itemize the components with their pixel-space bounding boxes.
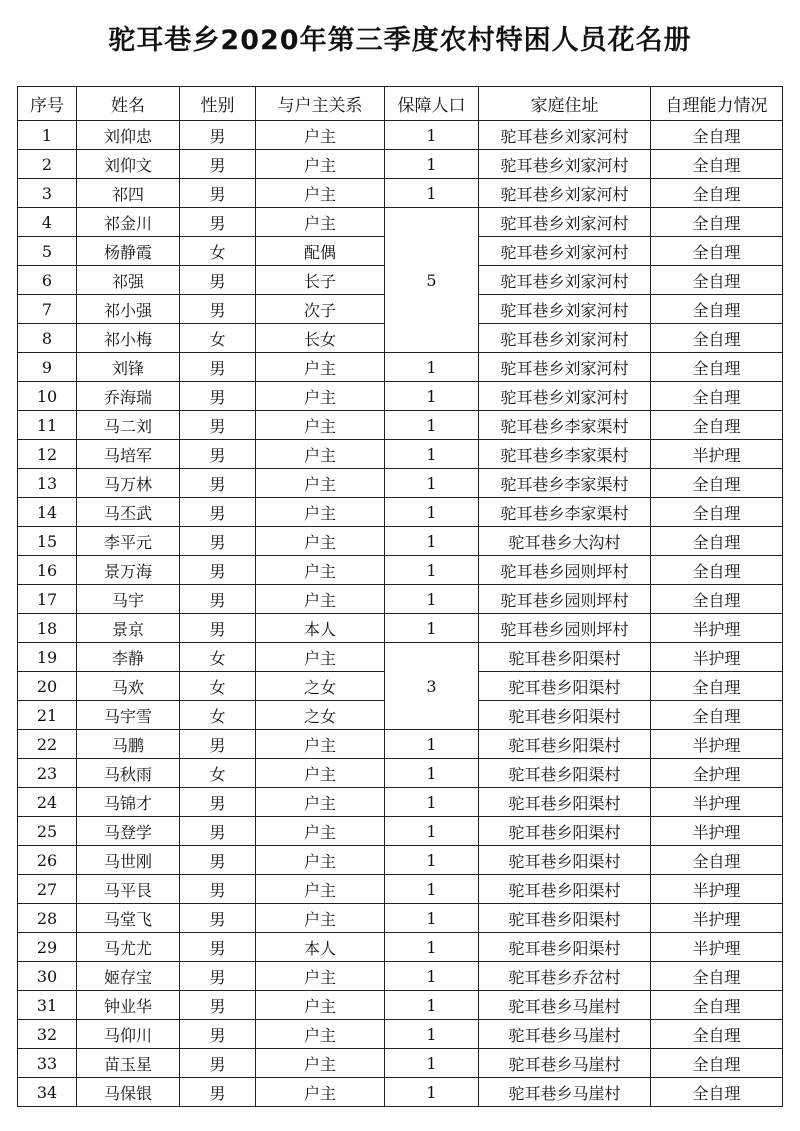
cell-address: 驼耳巷乡大沟村 bbox=[479, 527, 651, 556]
cell-number: 33 bbox=[18, 1049, 77, 1078]
cell-relation: 户主 bbox=[256, 1049, 385, 1078]
table-row bbox=[18, 904, 783, 933]
cell-number: 18 bbox=[18, 614, 77, 643]
cell-number: 32 bbox=[18, 1020, 77, 1049]
cell-address: 驼耳巷乡刘家河村 bbox=[479, 266, 651, 295]
table-row bbox=[18, 208, 783, 237]
cell-sex: 男 bbox=[180, 1020, 256, 1049]
cell-self-care: 全自理 bbox=[651, 469, 783, 498]
cell-number: 11 bbox=[18, 411, 77, 440]
cell-sex: 男 bbox=[180, 527, 256, 556]
cell-number: 13 bbox=[18, 469, 77, 498]
cell-relation: 户主 bbox=[256, 353, 385, 382]
cell-sex: 男 bbox=[180, 730, 256, 759]
table-row bbox=[18, 933, 783, 962]
table-header-row bbox=[18, 87, 783, 121]
cell-name: 马丕武 bbox=[77, 498, 180, 527]
cell-sex: 男 bbox=[180, 875, 256, 904]
cell-relation: 户主 bbox=[256, 817, 385, 846]
cell-address: 驼耳巷乡刘家河村 bbox=[479, 150, 651, 179]
cell-relation: 户主 bbox=[256, 382, 385, 411]
cell-relation: 户主 bbox=[256, 875, 385, 904]
cell-address: 驼耳巷乡阳渠村 bbox=[479, 817, 651, 846]
cell-name: 马世刚 bbox=[77, 846, 180, 875]
cell-sex: 男 bbox=[180, 295, 256, 324]
cell-self-care: 全自理 bbox=[651, 353, 783, 382]
cell-self-care: 半护理 bbox=[651, 875, 783, 904]
cell-name: 马平艮 bbox=[77, 875, 180, 904]
cell-name: 景万海 bbox=[77, 556, 180, 585]
cell-name: 苗玉星 bbox=[77, 1049, 180, 1078]
cell-relation: 长女 bbox=[256, 324, 385, 353]
cell-self-care: 全自理 bbox=[651, 1049, 783, 1078]
cell-sex: 男 bbox=[180, 382, 256, 411]
table-row bbox=[18, 1020, 783, 1049]
cell-relation: 户主 bbox=[256, 208, 385, 237]
cell-name: 马宇雪 bbox=[77, 701, 180, 730]
table-row bbox=[18, 411, 783, 440]
cell-name: 马宇 bbox=[77, 585, 180, 614]
cell-population: 1 bbox=[385, 469, 479, 498]
cell-self-care: 全自理 bbox=[651, 237, 783, 266]
cell-sex: 男 bbox=[180, 121, 256, 150]
cell-self-care: 全自理 bbox=[651, 1020, 783, 1049]
cell-sex: 男 bbox=[180, 585, 256, 614]
cell-relation: 户主 bbox=[256, 150, 385, 179]
cell-self-care: 全护理 bbox=[651, 759, 783, 788]
cell-number: 10 bbox=[18, 382, 77, 411]
cell-sex: 男 bbox=[180, 788, 256, 817]
cell-name: 祁金川 bbox=[77, 208, 180, 237]
cell-address: 驼耳巷乡马崖村 bbox=[479, 1049, 651, 1078]
cell-sex: 女 bbox=[180, 701, 256, 730]
cell-number: 8 bbox=[18, 324, 77, 353]
table-row bbox=[18, 469, 783, 498]
header-cell-address: 家庭住址 bbox=[479, 87, 651, 121]
cell-population: 3 bbox=[385, 643, 479, 730]
cell-relation: 户主 bbox=[256, 643, 385, 672]
cell-population: 1 bbox=[385, 730, 479, 759]
cell-address: 驼耳巷乡阳渠村 bbox=[479, 788, 651, 817]
cell-name: 刘仰文 bbox=[77, 150, 180, 179]
cell-address: 驼耳巷乡李家渠村 bbox=[479, 411, 651, 440]
cell-number: 26 bbox=[18, 846, 77, 875]
cell-relation: 户主 bbox=[256, 498, 385, 527]
cell-address: 驼耳巷乡阳渠村 bbox=[479, 875, 651, 904]
cell-address: 驼耳巷乡马崖村 bbox=[479, 1020, 651, 1049]
table-row bbox=[18, 150, 783, 179]
cell-number: 29 bbox=[18, 933, 77, 962]
cell-address: 驼耳巷乡刘家河村 bbox=[479, 353, 651, 382]
cell-population: 1 bbox=[385, 179, 479, 208]
table-row bbox=[18, 817, 783, 846]
table-row bbox=[18, 643, 783, 672]
table-row bbox=[18, 991, 783, 1020]
cell-sex: 男 bbox=[180, 904, 256, 933]
cell-name: 马二刘 bbox=[77, 411, 180, 440]
cell-number: 22 bbox=[18, 730, 77, 759]
cell-relation: 户主 bbox=[256, 991, 385, 1020]
cell-population: 1 bbox=[385, 498, 479, 527]
cell-number: 6 bbox=[18, 266, 77, 295]
cell-sex: 男 bbox=[180, 208, 256, 237]
table-row bbox=[18, 440, 783, 469]
table-row bbox=[18, 730, 783, 759]
cell-address: 驼耳巷乡李家渠村 bbox=[479, 498, 651, 527]
cell-self-care: 全自理 bbox=[651, 295, 783, 324]
cell-relation: 本人 bbox=[256, 933, 385, 962]
cell-address: 驼耳巷乡马崖村 bbox=[479, 991, 651, 1020]
cell-address: 驼耳巷乡刘家河村 bbox=[479, 179, 651, 208]
cell-population: 1 bbox=[385, 150, 479, 179]
cell-population: 1 bbox=[385, 1078, 479, 1107]
cell-population: 1 bbox=[385, 121, 479, 150]
cell-population: 1 bbox=[385, 904, 479, 933]
cell-population: 1 bbox=[385, 614, 479, 643]
cell-population: 1 bbox=[385, 962, 479, 991]
header-cell-self-care: 自理能力情况 bbox=[651, 87, 783, 121]
table-row bbox=[18, 614, 783, 643]
header-cell-sex: 性别 bbox=[180, 87, 256, 121]
cell-number: 24 bbox=[18, 788, 77, 817]
cell-name: 马培军 bbox=[77, 440, 180, 469]
cell-relation: 户主 bbox=[256, 440, 385, 469]
cell-relation: 户主 bbox=[256, 1020, 385, 1049]
cell-population: 1 bbox=[385, 411, 479, 440]
cell-number: 23 bbox=[18, 759, 77, 788]
cell-self-care: 全自理 bbox=[651, 179, 783, 208]
cell-sex: 男 bbox=[180, 1078, 256, 1107]
table-body bbox=[18, 121, 783, 1107]
cell-relation: 户主 bbox=[256, 179, 385, 208]
cell-number: 16 bbox=[18, 556, 77, 585]
cell-sex: 女 bbox=[180, 324, 256, 353]
cell-relation: 户主 bbox=[256, 556, 385, 585]
cell-address: 驼耳巷乡李家渠村 bbox=[479, 469, 651, 498]
cell-population: 1 bbox=[385, 788, 479, 817]
cell-self-care: 半护理 bbox=[651, 614, 783, 643]
cell-population: 1 bbox=[385, 933, 479, 962]
cell-address: 驼耳巷乡李家渠村 bbox=[479, 440, 651, 469]
cell-self-care: 全自理 bbox=[651, 556, 783, 585]
cell-address: 驼耳巷乡阳渠村 bbox=[479, 643, 651, 672]
cell-relation: 户主 bbox=[256, 904, 385, 933]
cell-number: 31 bbox=[18, 991, 77, 1020]
cell-relation: 户主 bbox=[256, 846, 385, 875]
table-row bbox=[18, 353, 783, 382]
cell-relation: 户主 bbox=[256, 411, 385, 440]
cell-address: 驼耳巷乡刘家河村 bbox=[479, 382, 651, 411]
cell-name: 马登学 bbox=[77, 817, 180, 846]
cell-sex: 男 bbox=[180, 962, 256, 991]
cell-self-care: 全自理 bbox=[651, 150, 783, 179]
cell-relation: 次子 bbox=[256, 295, 385, 324]
table-row bbox=[18, 382, 783, 411]
cell-self-care: 半护理 bbox=[651, 730, 783, 759]
cell-address: 驼耳巷乡阳渠村 bbox=[479, 730, 651, 759]
cell-address: 驼耳巷乡阳渠村 bbox=[479, 701, 651, 730]
cell-number: 1 bbox=[18, 121, 77, 150]
cell-number: 15 bbox=[18, 527, 77, 556]
table-row bbox=[18, 788, 783, 817]
cell-sex: 男 bbox=[180, 440, 256, 469]
cell-address: 驼耳巷乡阳渠村 bbox=[479, 672, 651, 701]
cell-address: 驼耳巷乡园则坪村 bbox=[479, 585, 651, 614]
cell-self-care: 半护理 bbox=[651, 933, 783, 962]
cell-sex: 男 bbox=[180, 353, 256, 382]
cell-sex: 男 bbox=[180, 411, 256, 440]
cell-population: 1 bbox=[385, 1049, 479, 1078]
cell-relation: 户主 bbox=[256, 788, 385, 817]
cell-self-care: 全自理 bbox=[651, 498, 783, 527]
cell-number: 17 bbox=[18, 585, 77, 614]
cell-population: 1 bbox=[385, 1020, 479, 1049]
cell-number: 30 bbox=[18, 962, 77, 991]
cell-self-care: 全自理 bbox=[651, 846, 783, 875]
cell-number: 28 bbox=[18, 904, 77, 933]
cell-name: 马锦才 bbox=[77, 788, 180, 817]
cell-self-care: 全自理 bbox=[651, 324, 783, 353]
cell-number: 25 bbox=[18, 817, 77, 846]
cell-number: 14 bbox=[18, 498, 77, 527]
cell-address: 驼耳巷乡阳渠村 bbox=[479, 933, 651, 962]
cell-sex: 男 bbox=[180, 846, 256, 875]
cell-name: 马仰川 bbox=[77, 1020, 180, 1049]
cell-sex: 女 bbox=[180, 643, 256, 672]
cell-name: 景京 bbox=[77, 614, 180, 643]
cell-relation: 配偶 bbox=[256, 237, 385, 266]
cell-self-care: 全自理 bbox=[651, 208, 783, 237]
cell-number: 7 bbox=[18, 295, 77, 324]
cell-sex: 女 bbox=[180, 237, 256, 266]
cell-self-care: 全自理 bbox=[651, 585, 783, 614]
cell-sex: 女 bbox=[180, 759, 256, 788]
cell-address: 驼耳巷乡阳渠村 bbox=[479, 846, 651, 875]
table-row bbox=[18, 121, 783, 150]
cell-sex: 男 bbox=[180, 614, 256, 643]
cell-relation: 本人 bbox=[256, 614, 385, 643]
cell-sex: 男 bbox=[180, 266, 256, 295]
cell-self-care: 全自理 bbox=[651, 266, 783, 295]
cell-relation: 户主 bbox=[256, 759, 385, 788]
cell-number: 2 bbox=[18, 150, 77, 179]
cell-population: 1 bbox=[385, 817, 479, 846]
header-cell-population: 保障人口 bbox=[385, 87, 479, 121]
cell-name: 祁四 bbox=[77, 179, 180, 208]
cell-self-care: 全自理 bbox=[651, 672, 783, 701]
cell-self-care: 全自理 bbox=[651, 121, 783, 150]
cell-relation: 户主 bbox=[256, 962, 385, 991]
cell-self-care: 全自理 bbox=[651, 411, 783, 440]
cell-relation: 之女 bbox=[256, 701, 385, 730]
cell-address: 驼耳巷乡园则坪村 bbox=[479, 556, 651, 585]
cell-number: 4 bbox=[18, 208, 77, 237]
table-row bbox=[18, 527, 783, 556]
cell-number: 12 bbox=[18, 440, 77, 469]
cell-sex: 男 bbox=[180, 498, 256, 527]
cell-sex: 男 bbox=[180, 469, 256, 498]
cell-self-care: 全自理 bbox=[651, 962, 783, 991]
cell-population: 1 bbox=[385, 440, 479, 469]
cell-self-care: 全自理 bbox=[651, 1078, 783, 1107]
table-row bbox=[18, 585, 783, 614]
cell-population: 1 bbox=[385, 527, 479, 556]
cell-self-care: 全自理 bbox=[651, 527, 783, 556]
header-cell-number: 序号 bbox=[18, 87, 77, 121]
table-row bbox=[18, 759, 783, 788]
cell-name: 杨静霞 bbox=[77, 237, 180, 266]
cell-address: 驼耳巷乡乔岔村 bbox=[479, 962, 651, 991]
cell-name: 马堂飞 bbox=[77, 904, 180, 933]
cell-self-care: 全自理 bbox=[651, 382, 783, 411]
cell-number: 5 bbox=[18, 237, 77, 266]
cell-population: 1 bbox=[385, 759, 479, 788]
cell-self-care: 半护理 bbox=[651, 788, 783, 817]
table-row bbox=[18, 846, 783, 875]
table-row bbox=[18, 556, 783, 585]
cell-sex: 男 bbox=[180, 179, 256, 208]
cell-population: 1 bbox=[385, 991, 479, 1020]
cell-name: 钟业华 bbox=[77, 991, 180, 1020]
cell-name: 乔海瑞 bbox=[77, 382, 180, 411]
cell-self-care: 全自理 bbox=[651, 701, 783, 730]
cell-relation: 户主 bbox=[256, 121, 385, 150]
cell-population: 1 bbox=[385, 556, 479, 585]
cell-self-care: 全自理 bbox=[651, 991, 783, 1020]
cell-self-care: 半护理 bbox=[651, 643, 783, 672]
cell-sex: 男 bbox=[180, 150, 256, 179]
cell-relation: 之女 bbox=[256, 672, 385, 701]
cell-address: 驼耳巷乡刘家河村 bbox=[479, 295, 651, 324]
cell-population: 1 bbox=[385, 382, 479, 411]
cell-address: 驼耳巷乡阳渠村 bbox=[479, 759, 651, 788]
cell-number: 34 bbox=[18, 1078, 77, 1107]
cell-address: 驼耳巷乡刘家河村 bbox=[479, 208, 651, 237]
cell-name: 刘仰忠 bbox=[77, 121, 180, 150]
cell-address: 驼耳巷乡刘家河村 bbox=[479, 324, 651, 353]
cell-name: 祁强 bbox=[77, 266, 180, 295]
cell-address: 驼耳巷乡阳渠村 bbox=[479, 904, 651, 933]
cell-name: 马尤尤 bbox=[77, 933, 180, 962]
cell-name: 马万林 bbox=[77, 469, 180, 498]
cell-number: 27 bbox=[18, 875, 77, 904]
cell-relation: 长子 bbox=[256, 266, 385, 295]
cell-population: 1 bbox=[385, 875, 479, 904]
cell-number: 20 bbox=[18, 672, 77, 701]
table-row bbox=[18, 498, 783, 527]
cell-sex: 男 bbox=[180, 1049, 256, 1078]
cell-population: 1 bbox=[385, 353, 479, 382]
cell-sex: 男 bbox=[180, 991, 256, 1020]
cell-relation: 户主 bbox=[256, 1078, 385, 1107]
header-cell-relation: 与户主关系 bbox=[256, 87, 385, 121]
cell-name: 马保银 bbox=[77, 1078, 180, 1107]
cell-relation: 户主 bbox=[256, 527, 385, 556]
cell-name: 刘锋 bbox=[77, 353, 180, 382]
cell-number: 3 bbox=[18, 179, 77, 208]
cell-name: 马秋雨 bbox=[77, 759, 180, 788]
cell-name: 祁小梅 bbox=[77, 324, 180, 353]
cell-address: 驼耳巷乡刘家河村 bbox=[479, 121, 651, 150]
cell-relation: 户主 bbox=[256, 469, 385, 498]
cell-sex: 女 bbox=[180, 672, 256, 701]
roster-table bbox=[17, 86, 783, 1107]
cell-self-care: 半护理 bbox=[651, 904, 783, 933]
cell-self-care: 半护理 bbox=[651, 440, 783, 469]
cell-population: 5 bbox=[385, 208, 479, 353]
table-row bbox=[18, 875, 783, 904]
document-title: 驼耳巷乡2020年第三季度农村特困人员花名册 bbox=[108, 25, 692, 56]
cell-name: 马欢 bbox=[77, 672, 180, 701]
cell-number: 21 bbox=[18, 701, 77, 730]
cell-relation: 户主 bbox=[256, 585, 385, 614]
cell-address: 驼耳巷乡马崖村 bbox=[479, 1078, 651, 1107]
cell-sex: 男 bbox=[180, 556, 256, 585]
header-cell-name: 姓名 bbox=[77, 87, 180, 121]
cell-number: 19 bbox=[18, 643, 77, 672]
cell-population: 1 bbox=[385, 585, 479, 614]
cell-address: 驼耳巷乡刘家河村 bbox=[479, 237, 651, 266]
cell-self-care: 半护理 bbox=[651, 817, 783, 846]
cell-address: 驼耳巷乡园则坪村 bbox=[479, 614, 651, 643]
cell-number: 9 bbox=[18, 353, 77, 382]
table-row bbox=[18, 1049, 783, 1078]
cell-name: 李静 bbox=[77, 643, 180, 672]
cell-name: 姬存宝 bbox=[77, 962, 180, 991]
cell-name: 马鹏 bbox=[77, 730, 180, 759]
cell-name: 祁小强 bbox=[77, 295, 180, 324]
table-row bbox=[18, 179, 783, 208]
cell-population: 1 bbox=[385, 846, 479, 875]
table-row bbox=[18, 962, 783, 991]
table-row bbox=[18, 1078, 783, 1107]
cell-relation: 户主 bbox=[256, 730, 385, 759]
cell-name: 李平元 bbox=[77, 527, 180, 556]
cell-sex: 男 bbox=[180, 817, 256, 846]
cell-sex: 男 bbox=[180, 933, 256, 962]
